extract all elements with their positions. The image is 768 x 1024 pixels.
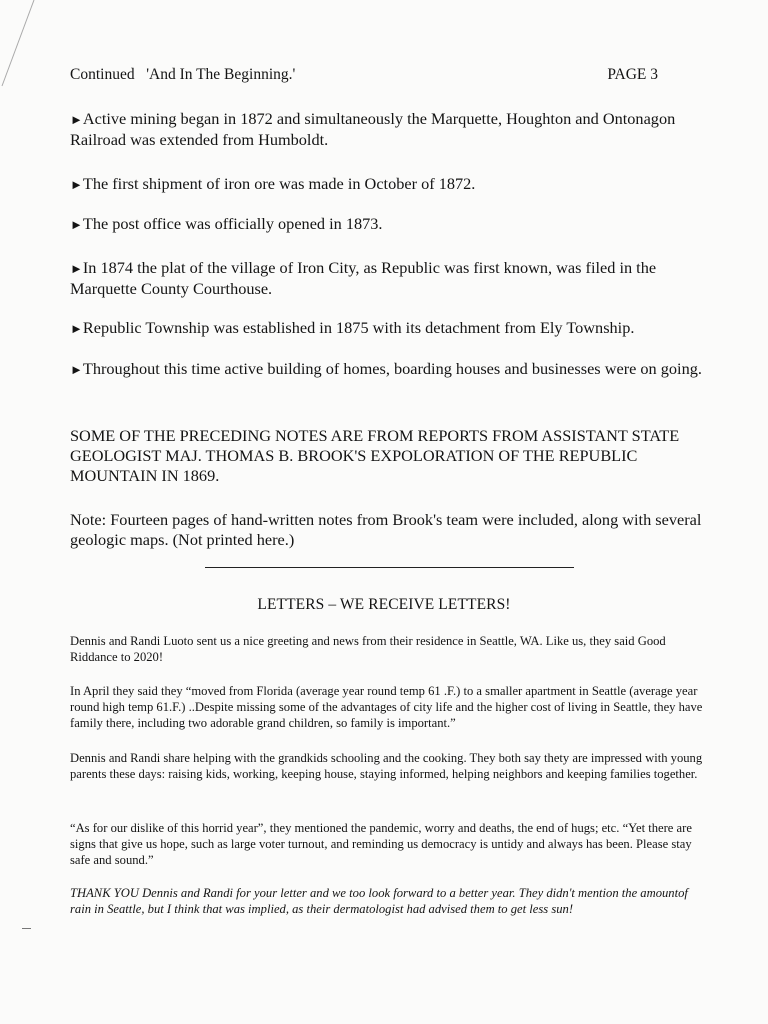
bullet-item	[70, 109, 720, 150]
continued-title: Continued 'And In The Beginning.'	[70, 66, 296, 83]
letters-heading: LETTERS – WE RECEIVE LETTERS!	[257, 596, 511, 613]
triangle-bullet-icon: ►	[70, 362, 83, 377]
letter-paragraph: “As for our dislike of this horrid year”, they mentioned the pandemic, worry and deaths, the end of hugs; etc. “Yet there are signs that give us hope, such as large voter turnout, and reminding us democracy is untidy and always has been. Please stay safe and sound.”	[70, 821, 692, 867]
letter-paragraph: Dennis and Randi Luoto sent us a nice greeting and news from their residence in Seattle, WA. Like us, they said Good Riddance to 2020!	[70, 634, 666, 664]
bullet-text: Republic Township was established in 1875 with its detachment from Ely Township.	[82, 318, 635, 337]
bullet-text: Active mining began in 1872 and simultaneously the Marquette, Houghton and Ontonagon Railroad was extended from Humboldt.	[70, 109, 676, 149]
triangle-bullet-icon: ►	[70, 177, 83, 192]
page-number: PAGE 3	[607, 66, 658, 83]
bullet-item	[70, 174, 720, 195]
margin-mark	[22, 928, 31, 929]
scan-artifact-line	[0, 0, 60, 100]
bullet-item	[70, 258, 720, 299]
bullet-text: Throughout this time active building of homes, boarding houses and businesses were on going.	[82, 359, 702, 378]
triangle-bullet-icon: ►	[70, 321, 83, 336]
bullet-item	[70, 359, 720, 380]
bullet-item	[70, 214, 720, 235]
triangle-bullet-icon: ►	[70, 217, 83, 232]
thank-you-closing: THANK YOU Dennis and Randi for your letter and we too look forward to a better year. They didn't mention the amountof rain in Seattle, but I think that was implied, as their dermatologist had advised them to get less sun!	[70, 886, 688, 916]
geologic-notes: Note: Fourteen pages of hand-written notes from Brook's team were included, along with several geologic maps. (Not printed here.)	[70, 510, 702, 549]
bullet-text: The first shipment of iron ore was made in October of 1872.	[82, 174, 476, 193]
triangle-bullet-icon: ►	[70, 112, 83, 127]
triangle-bullet-icon: ►	[70, 261, 83, 276]
bullet-text: The post office was officially opened in 1873.	[82, 214, 383, 233]
bullet-item	[70, 318, 720, 339]
section-divider	[205, 567, 574, 568]
letter-paragraph: In April they said they “moved from Florida (average year round temp 61 .F.) to a smaller apartment in Seattle (average year round high temp 61.F.) ..Despite missing some of the advantages of city life and the higher cost of living in Seattle, they have family there, including two adorable grand children, so family is important.”	[70, 684, 703, 730]
bullet-text: In 1874 the plat of the village of Iron City, as Republic was first known, was filed in the Marquette County Courthouse.	[70, 258, 657, 298]
letter-paragraph: Dennis and Randi share helping with the grandkids schooling and the cooking. They both say thety are impressed with young parents these days: raising kids, working, keeping house, staying informed, helping neighbors and keeping families together.	[70, 751, 703, 781]
source-note: SOME OF THE PRECEDING NOTES ARE FROM REPORTS FROM ASSISTANT STATE GEOLOGIST MAJ. THOMAS B. BROOK'S EXPOLORATION OF THE REPUBLIC MOUNTAIN IN 1869.	[70, 426, 680, 485]
